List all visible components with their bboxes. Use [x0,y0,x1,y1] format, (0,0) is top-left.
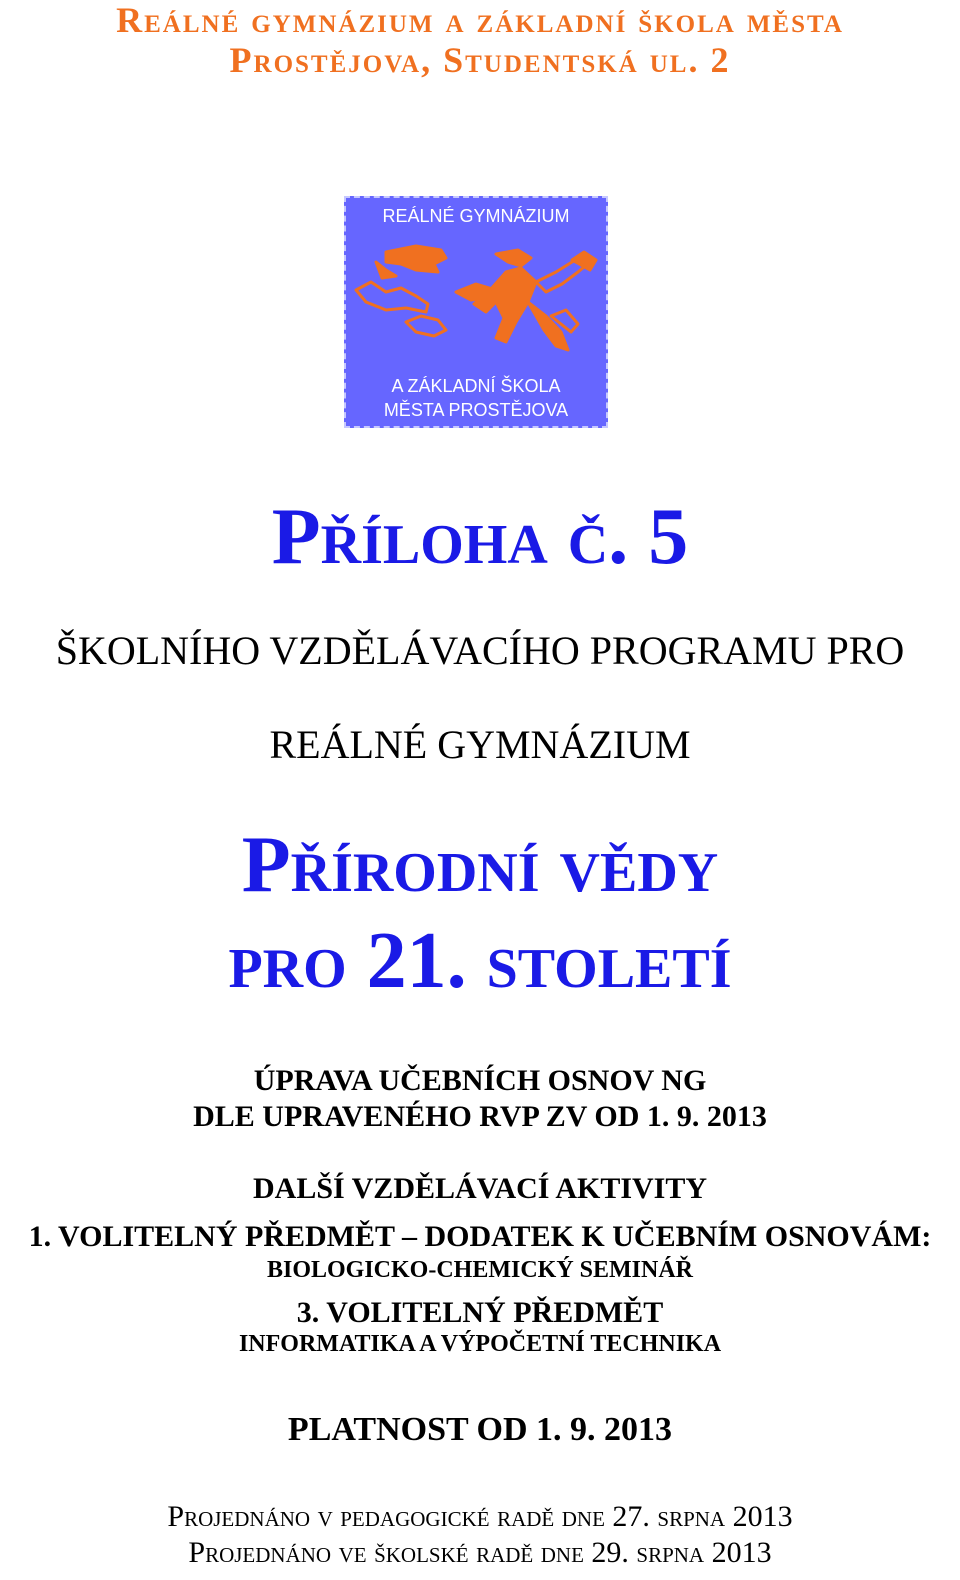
program-line-2: REÁLNÉ GYMNÁZIUM [269,722,691,767]
validity-date: PLATNOST OD 1. 9. 2013 [287,1411,673,1448]
changes-line-6: 3. VOLITELNÝ PŘEDMĚT [296,1296,664,1329]
logo-bottom-line-1: A ZÁKLADNÍ ŠKOLA [391,376,561,396]
changes-line-5: BIOLOGICKO-CHEMICKÝ SEMINÁŘ [266,1257,694,1283]
program-name-line-1: Přírodní vědy [241,821,719,909]
program-name-line-2: pro 21. století [228,917,732,1005]
logo-top-text: REÁLNÉ GYMNÁZIUM [382,206,570,226]
footer-line-2: Projednáno ve školské radě dne 29. srpna 2013 [188,1536,772,1569]
header-line-1: Reálné gymnázium a základní škola města [116,0,844,40]
program-line-1: ŠKOLNÍHO VZDĚLÁVACÍHO PROGRAMU PRO [55,628,905,673]
footer-line-1: Projednáno v pedagogické radě dne 27. srpna 2013 [167,1500,793,1533]
school-logo [344,196,608,428]
changes-line-4: 1. VOLITELNÝ PŘEDMĚT – DODATEK K UČEBNÍM OSNOVÁM: [28,1220,932,1253]
logo-bottom-line-2: MĚSTA PROSTĚJOVA [383,400,569,420]
header-line-2: Prostějova, Studentská ul. 2 [229,40,731,80]
changes-line-1: ÚPRAVA UČEBNÍCH OSNOV NG [253,1064,707,1097]
changes-line-2: DLE UPRAVENÉHO RVP ZV OD 1. 9. 2013 [193,1100,767,1133]
appendix-title: Příloha č. 5 [271,493,689,581]
running-figures-icon [346,232,606,372]
changes-line-7: INFORMATIKA A VÝPOČETNÍ TECHNIKA [238,1331,722,1357]
logo-bottom-text [346,374,606,422]
changes-line-3: DALŠÍ VZDĚLÁVACÍ AKTIVITY [252,1172,708,1205]
